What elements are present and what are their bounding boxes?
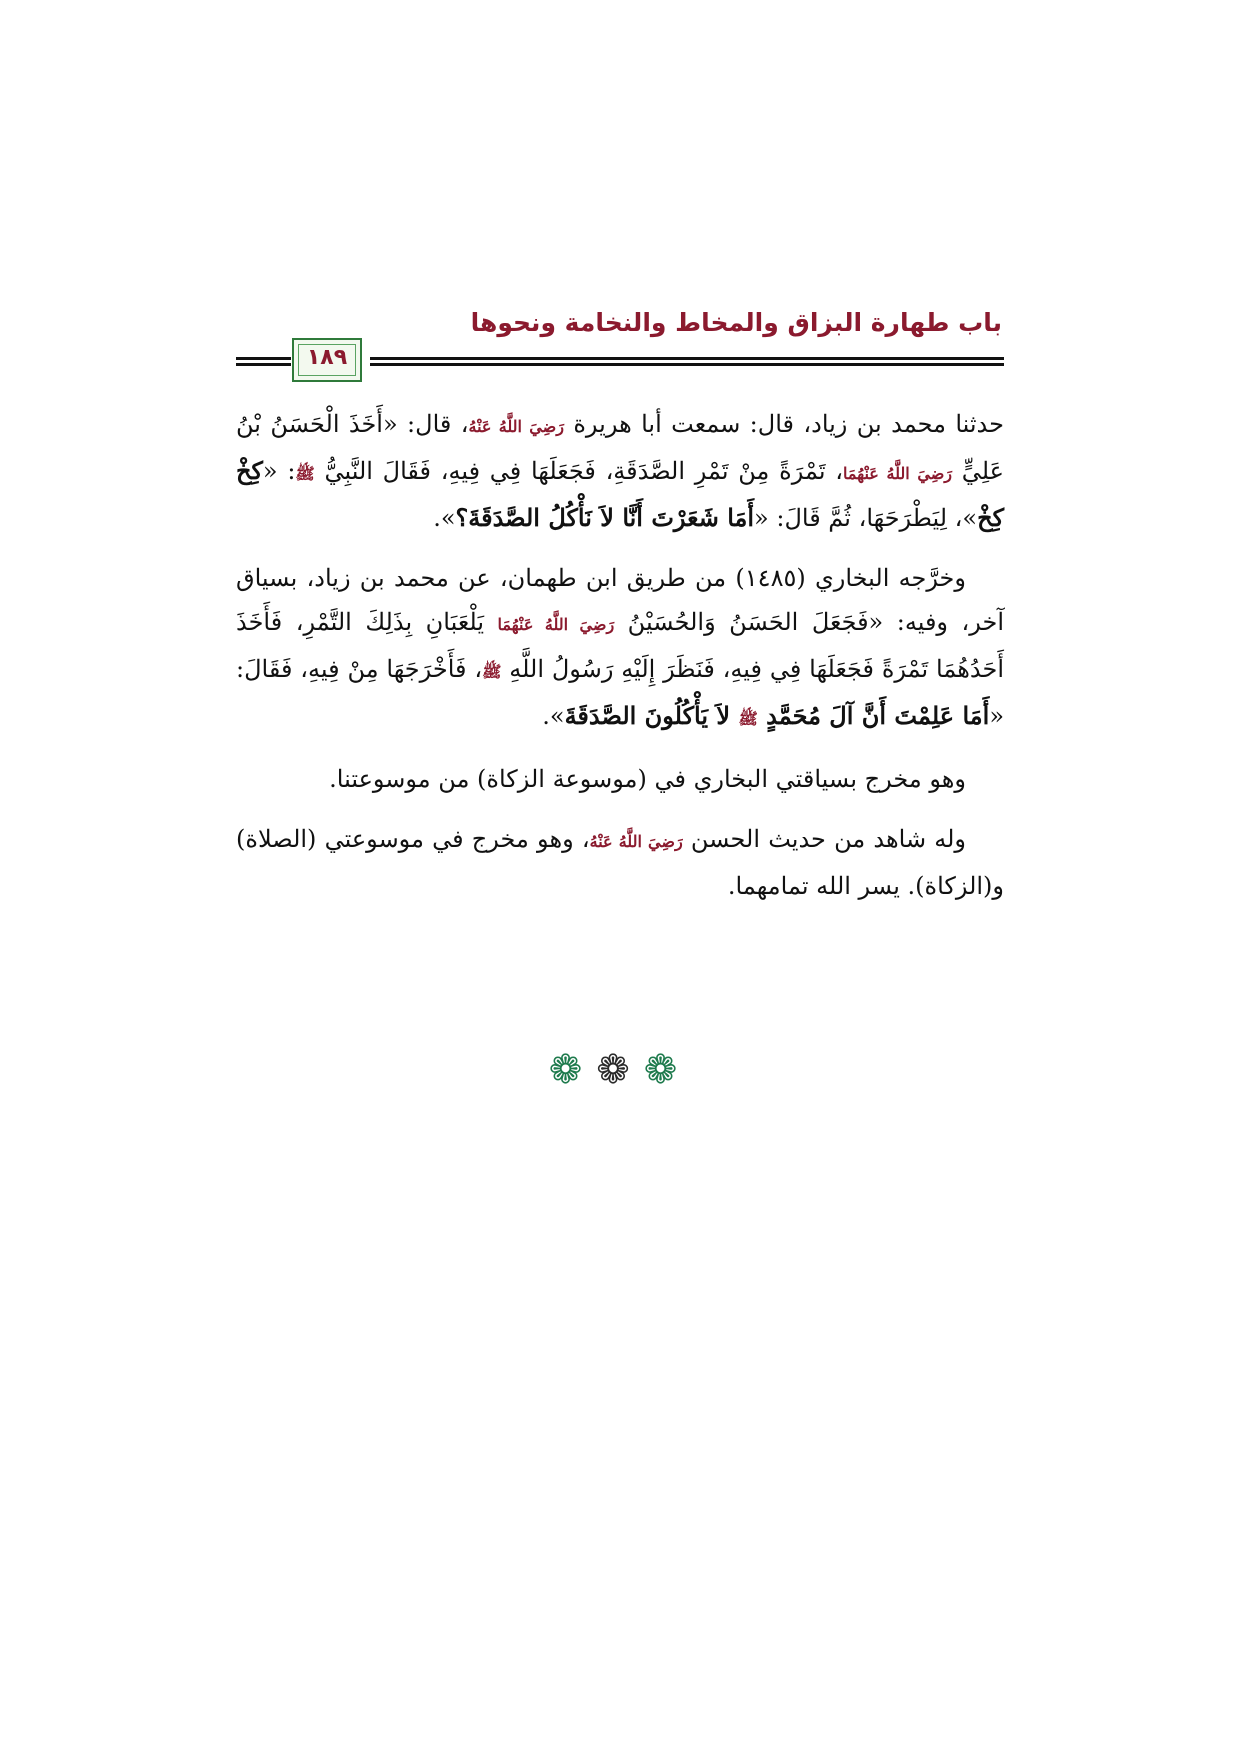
honorific: رَضِيَ اللَّهُ عَنْهُمَا (842, 464, 953, 483)
text-run: وله شاهد من حديث الحسن (682, 825, 967, 853)
hadith-quote: كِخْ كِخْ (236, 456, 1004, 532)
honorific: رَضِيَ اللَّهُ عَنْهُمَا (497, 615, 615, 634)
paragraph-2 (236, 556, 1004, 741)
flower-ornament-icon: ❁ (643, 1047, 692, 1093)
text-run: ». (433, 504, 456, 532)
hadith-quote: أَمَا عَلِمْتَ أَنَّ آلَ مُحَمَّدٍ (757, 701, 990, 730)
text-run: وخرَّجه البخاري (١٤٨٥) من طريق ابن طهمان، عن محمد بن زياد، بسياق آخر، وفيه: «فَجَعَلَ الحَسَنُ وَالحُسَيْنُ (236, 564, 1005, 636)
paragraph-3: وهو مخرج بسياقتي البخاري في (موسوعة الزكاة) من موسوعتنا. (329, 765, 966, 793)
honorific: ﷺ (738, 709, 758, 728)
text-run: ، وهو مخرج في موسوعتي (الصلاة) و(الزكاة). يسر الله تمامهما. (236, 825, 1004, 900)
text-run: ». (542, 702, 565, 730)
header-rule-right (370, 357, 1004, 366)
honorific: ﷺ (482, 662, 502, 681)
hadith-quote: لاَ يَأْكُلُونَ الصَّدَقَةَ (564, 701, 739, 730)
honorific: رَضِيَ اللَّهُ عَنْهُ (589, 832, 683, 851)
body-text (236, 402, 1004, 924)
section-end-ornaments (0, 1048, 1240, 1092)
page-number-frame (292, 338, 362, 382)
text-run: حدثنا محمد بن زياد، قال: سمعت أبا هريرة (563, 410, 1004, 438)
honorific: ﷺ (295, 464, 315, 483)
paragraph-4 (236, 817, 1004, 908)
page-number: ١٨٩ (306, 345, 348, 370)
text-run: ، قال: «أَخَذَ الْحَسَنُ بْنُ عَلِيٍّ (236, 410, 1005, 485)
text-run: : « (262, 457, 296, 485)
text-run: »، لِيَطْرَحَهَا، ثُمَّ قَالَ: « (754, 504, 978, 532)
header-rule-left (236, 357, 291, 366)
hadith-quote: أَمَا شَعَرْتَ أَنَّا لاَ نَأْكُلُ الصَّدَقَةَ؟ (455, 503, 755, 532)
paragraph-1 (236, 402, 1004, 540)
text-run: ، فَأَخْرَجَهَا مِنْ فِيهِ، فَقَالَ: « (236, 655, 1004, 730)
flower-ornament-icon: ❁ (596, 1047, 644, 1093)
flower-ornament-icon: ❁ (548, 1047, 597, 1093)
text-run: ، تَمْرَةً مِنْ تَمْرِ الصَّدَقَةِ، فَجَعَلَهَا فِي فِيهِ، فَقَالَ النَّبِيُّ (314, 457, 843, 485)
chapter-title: باب طهارة البزاق والمخاط والنخامة ونحوها (470, 308, 1002, 337)
honorific: رَضِيَ اللَّهُ عَنْهُ (468, 417, 564, 436)
text-run: يَلْعَبَانِ بِذَلِكَ التَّمْرِ، فَأَخَذَ أَحَدُهُمَا تَمْرَةً فَجَعَلَهَا فِي فِيهِ، فَنَظَرَ إِلَيْهِ رَسُولُ اللَّهِ (236, 608, 1004, 683)
